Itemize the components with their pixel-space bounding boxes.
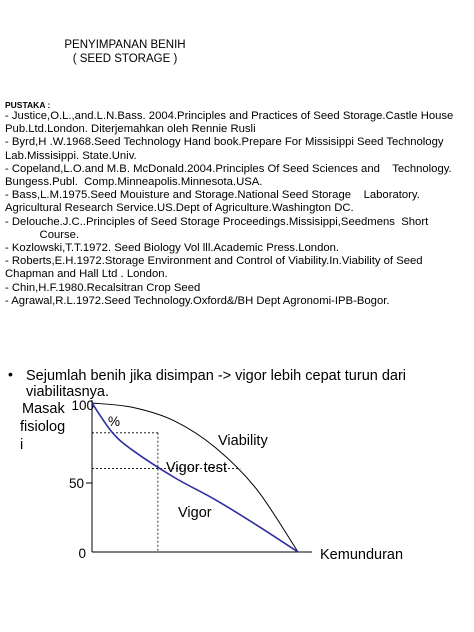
- reference-item: - Roberts,E.H.1972.Storage Environment and Control of Viability.In.Viability of Seed Chapman and Hall Ltd . London.: [5, 255, 426, 281]
- x-axis-label: Kemunduran: [320, 547, 404, 563]
- reference-item: - Byrd,H .W.1968.Seed Technology Hand book.Prepare For Missisippi Seed Technology Lab.Missisippi. State.Univ.: [5, 136, 447, 162]
- reference-item: - Chin,H.F.1980.Recalsitran Crop Seed: [5, 281, 201, 294]
- reference-item: - Justice,O.L.,and.L.N.Bass. 2004.Principles and Practices of Seed Storage.Castle House Pub.Ltd.London. Diterjemahkan oleh Rennie Rusli: [5, 110, 457, 136]
- title-line-2: ( SEED STORAGE ): [72, 53, 178, 65]
- series-label-vigor: Vigor: [178, 505, 212, 521]
- series-label-viability: Viability: [218, 433, 268, 449]
- title-line-1: PENYIMPANAN BENIH: [64, 39, 186, 51]
- reference-item: - Kozlowski,T.T.1972. Seed Biology Vol lll.Academic Press.London.: [5, 242, 340, 255]
- reference-item: - Bass,L.M.1975.Seed Mouisture and Storage.National Seed Storage Laboratory. Agricultural Research Service.US.Dept of Agriculture.Washington DC.: [5, 189, 423, 215]
- y-axis-label-line-3: i: [20, 437, 24, 453]
- y-tick-label-50: 50: [68, 476, 84, 491]
- y-axis-label-line-2: fisiolog: [20, 419, 66, 435]
- y-tick-label-100: 100: [71, 398, 94, 413]
- y-tick-label-0: 0: [78, 546, 86, 561]
- bullet-dot: •: [8, 366, 13, 382]
- reference-item: - Delouche.J.C..Principles of Seed Storage Proceedings.Missisippi,Seedmens Short Course.: [5, 215, 429, 241]
- reference-item: - Copeland,L.O.and M.B. McDonald.2004.Principles Of Seed Sciences and Technology. Bungess.Publ. Comp.Minneapolis.Minnesota.USA.: [5, 162, 455, 189]
- y-tick-label-unit: %: [108, 414, 121, 429]
- series-vigor-line: [92, 403, 298, 552]
- series-label-vigor-test: Vigor test: [166, 460, 227, 476]
- pustaka-heading: PUSTAKA :: [5, 100, 51, 110]
- y-axis-label-line-1: Masak: [22, 401, 65, 417]
- reference-item: - Agrawal,R.L.1972.Seed Technology.Oxford&/BH Dept Agronomi-IPB-Bogor.: [5, 294, 390, 307]
- series-viability-line: [92, 403, 298, 552]
- bullet-line-1: Sejumlah benih jika disimpan -> vigor lebih cepat turun dari: [26, 368, 407, 384]
- bullet-line-2: viabilitasnya.: [26, 384, 110, 400]
